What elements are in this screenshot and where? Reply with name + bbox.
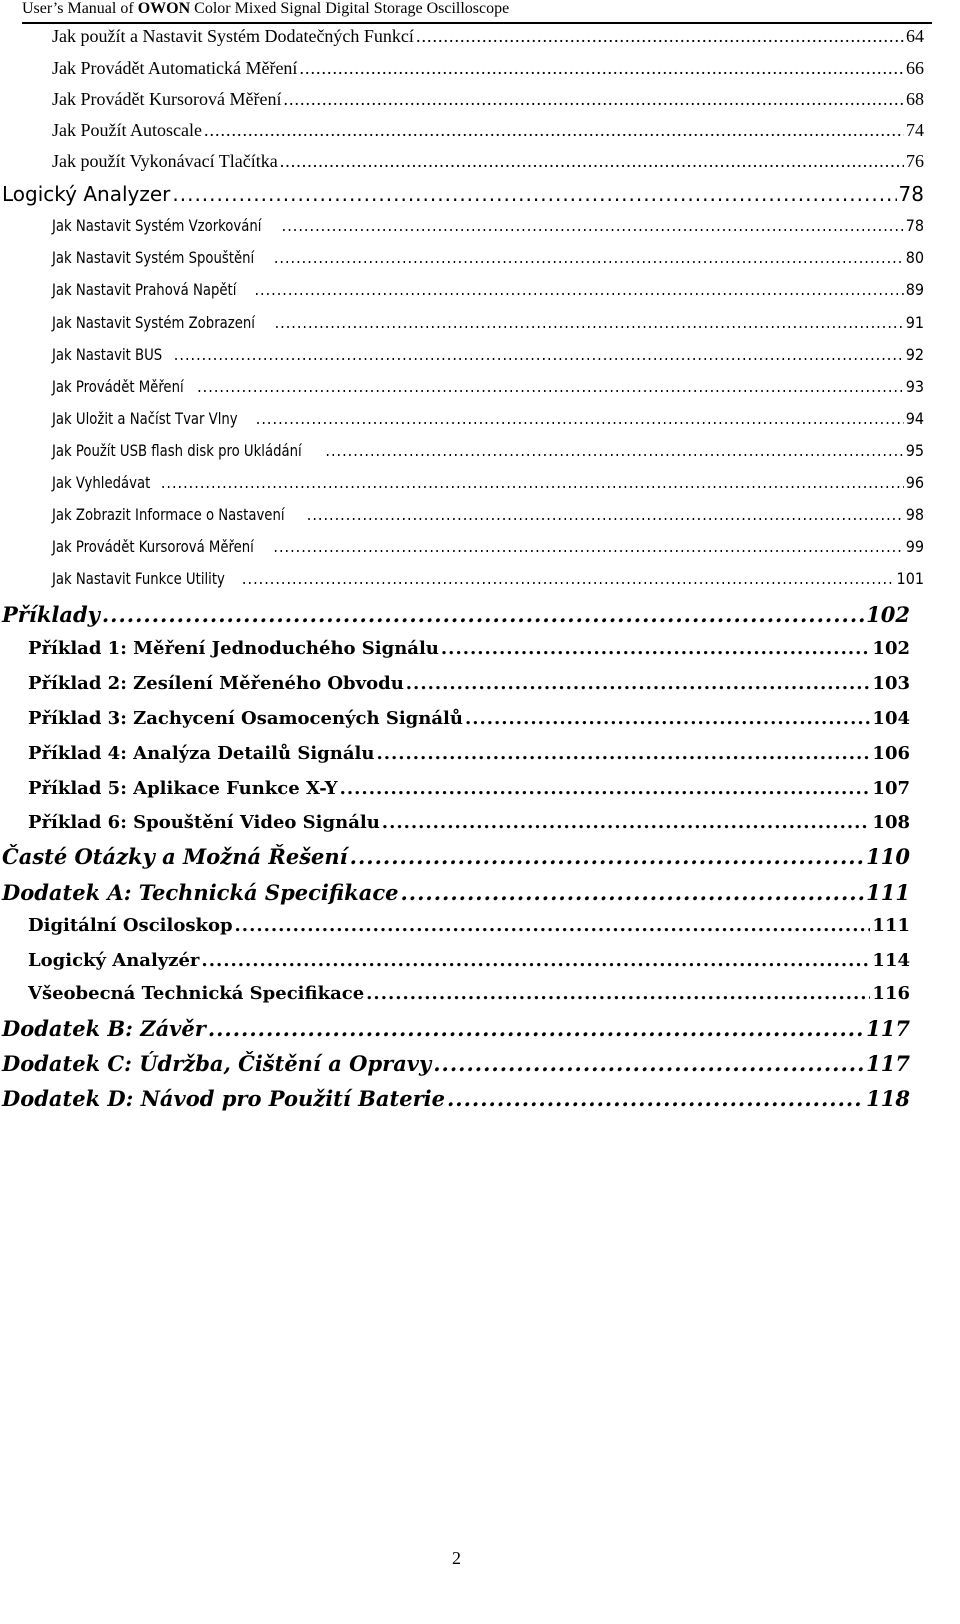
toc-entry[interactable]: Jak Nastavit BUS ..... 92: [52, 345, 924, 364]
toc-entry[interactable]: Příklad 6: Spouštění Video Signálu ..... 108: [28, 812, 910, 833]
header-brand: OWON: [137, 0, 191, 17]
toc-entry[interactable]: Jak použít a Nastavit Systém Dodatečných Funkcí ..... 64: [52, 26, 924, 47]
toc-entry[interactable]: Jak použít Vykonávací Tlačítka ..... 76: [52, 151, 924, 172]
toc-entry[interactable]: Jak Nastavit Systém Zobrazení ..... 91: [52, 313, 924, 332]
toc-entry[interactable]: Jak Provádět Kursorová Měření ..... 99: [52, 537, 924, 556]
toc-entry[interactable]: Příklad 1: Měření Jednoduchého Signálu ..... 102: [28, 638, 910, 659]
toc-entry[interactable]: Příklad 5: Aplikace Funkce X-Y ..... 107: [28, 778, 910, 799]
toc-entry[interactable]: Jak Uložit a Načíst Tvar Vlny ..... 94: [52, 409, 924, 428]
toc-entry[interactable]: Jak Nastavit Systém Spouštění ..... 80: [52, 248, 924, 267]
running-header: [22, 0, 932, 24]
toc-entry[interactable]: Jak Vyhledávat ..... 96: [52, 473, 924, 492]
toc-entry[interactable]: Jak Nastavit Systém Vzorkování ..... 78: [52, 216, 924, 235]
header-prefix: User’s Manual of: [22, 0, 138, 17]
toc-entry[interactable]: Příklad 4: Analýza Detailů Signálu ..... 106: [28, 743, 910, 764]
toc-entry[interactable]: Jak Použít Autoscale ..... 74: [52, 120, 924, 141]
header-suffix: Color Mixed Signal Digital Storage Oscilloscope: [190, 0, 510, 17]
toc-entry[interactable]: Jak Provádět Kursorová Měření ..... 68: [52, 89, 924, 110]
toc-entry[interactable]: Jak Provádět Automatická Měření ..... 66: [52, 58, 924, 79]
toc-section[interactable]: Dodatek A: Technická Specifikace ..... 111: [2, 880, 910, 905]
page-number: 2: [452, 1548, 461, 1568]
toc-entry[interactable]: Příklad 2: Zesílení Měřeného Obvodu ..... 103: [28, 673, 910, 694]
toc-entry[interactable]: Digitální Osciloskop ..... 111: [28, 915, 910, 936]
toc-section[interactable]: Dodatek D: Návod pro Použití Baterie ..... 118: [2, 1086, 910, 1111]
toc-entry[interactable]: Jak Provádět Měření ..... 93: [52, 377, 924, 396]
toc-entry[interactable]: Jak Zobrazit Informace o Nastavení ..... 98: [52, 505, 924, 524]
toc-section[interactable]: Logický Analyzer ..... 78: [2, 182, 924, 206]
toc-entry[interactable]: Logický Analyzér ..... 114: [28, 950, 910, 971]
toc-entry[interactable]: Jak Nastavit Prahová Napětí ..... 89: [52, 280, 924, 299]
toc-entry[interactable]: Příklad 3: Zachycení Osamocených Signálů ..... 104: [28, 708, 910, 729]
toc-entry[interactable]: Jak Nastavit Funkce Utility ..... 101: [52, 569, 924, 588]
toc-entry[interactable]: Jak Použít USB flash disk pro Ukládání ..... 95: [52, 441, 924, 460]
toc-section[interactable]: Dodatek B: Závěr ..... 117: [2, 1016, 910, 1041]
toc-section[interactable]: Příklady ..... 102: [2, 602, 910, 627]
toc-entry[interactable]: Všeobecná Technická Specifikace ..... 116: [28, 983, 910, 1004]
toc-section[interactable]: Časté Otázky a Možná Řešení ..... 110: [2, 844, 910, 869]
toc-section[interactable]: Dodatek C: Údržba, Čištění a Opravy ..... 117: [2, 1051, 910, 1076]
